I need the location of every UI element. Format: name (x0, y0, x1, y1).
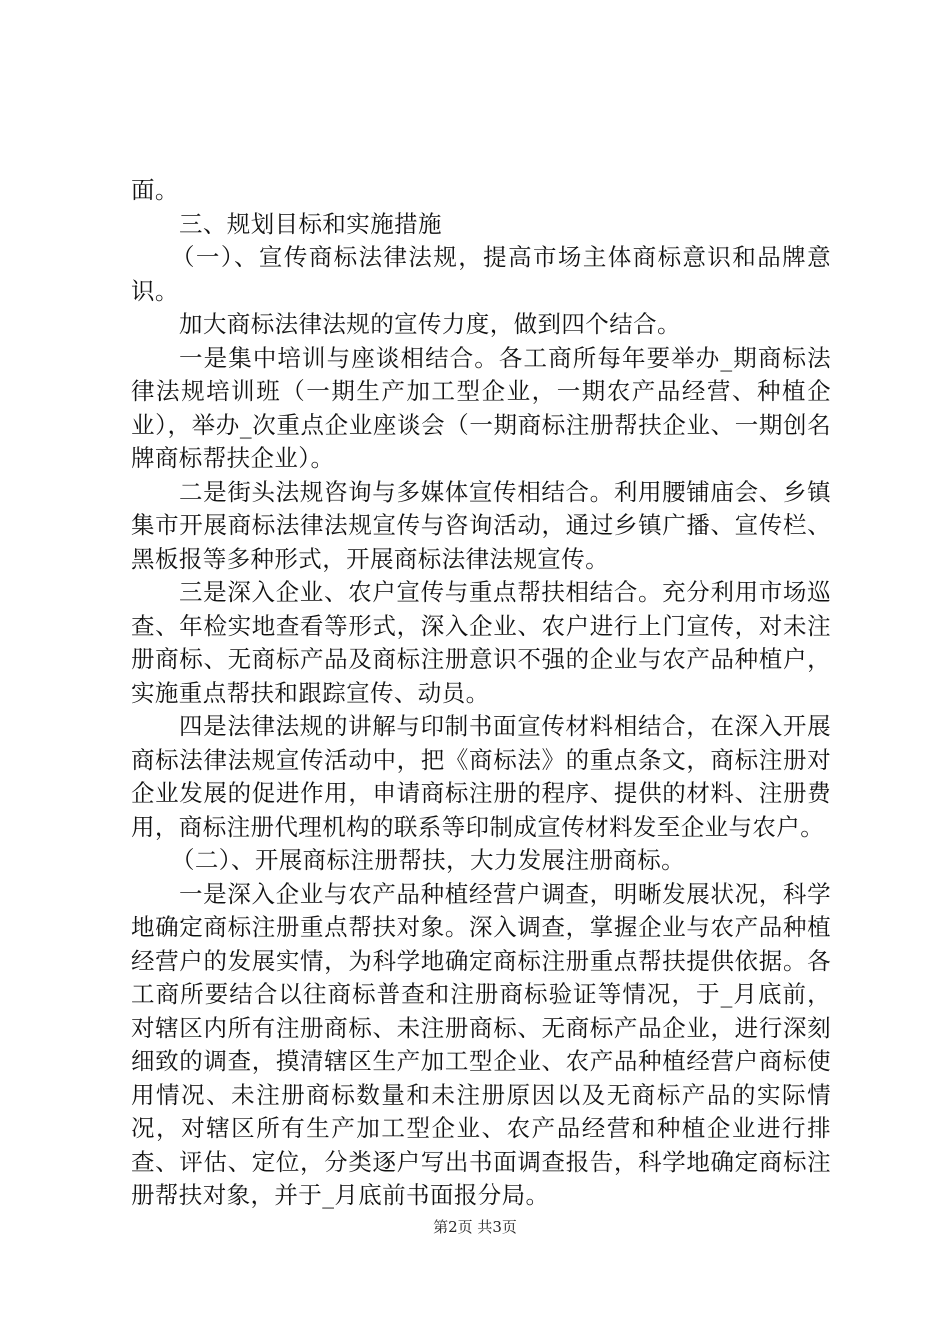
subsection-heading: （二）、开展商标注册帮扶，大力发展注册商标。 (171, 846, 686, 874)
paragraph: 面。 (131, 176, 179, 204)
paragraph: 一是集中培训与座谈相结合。各工商所每年要举办_期商标法律法规培训班（一期生产加工型企业，一期农产品经营、种植企业），举办_次重点企业座谈会（一期商标注册帮扶企业、一期创名牌商标帮扶企业）。 (131, 343, 831, 472)
paragraph: 加大商标法律法规的宣传力度，做到四个结合。 (179, 310, 681, 338)
subsection-heading: （一）、宣传商标法律法规，提高市场主体商标意识和品牌意识。 (131, 243, 831, 305)
page-footer: 第2页 共3页 (433, 1218, 517, 1236)
paragraph: 一是深入企业与农产品种植经营户调查，明晰发展状况，科学地确定商标注册重点帮扶对象。深入调查，掌握企业与农产品种植经营户的发展实情，为科学地确定商标注册重点帮扶提供依据。各工商所要结合以往商标普查和注册商标验证等情况，于_月底前，对辖区内所有注册商标、未注册商标、无商标产品企业，进行深刻细致的调查，摸清辖区生产加工型企业、农产品种植经营户商标使用情况、未注册商标数量和未注册原因以及无商标产品的实际情况，对辖区所有生产加工型企业、农产品经营和种植企业进行排查、评估、定位，分类逐户写出书面调查报告，科学地确定商标注册帮扶对象，并于_月底前书面报分局。 (131, 879, 831, 1209)
paragraph: 二是街头法规咨询与多媒体宣传相结合。利用腰铺庙会、乡镇集市开展商标法律法规宣传与咨询活动，通过乡镇广播、宣传栏、黑板报等多种形式，开展商标法律法规宣传。 (131, 477, 831, 573)
document-body (131, 174, 831, 1213)
paragraph: 三是深入企业、农户宣传与重点帮扶相结合。充分利用市场巡查、年检实地查看等形式，深入企业、农户进行上门宣传，对未注册商标、无商标产品及商标注册意识不强的企业与农产品种植户，实施重点帮扶和跟踪宣传、动员。 (131, 578, 831, 707)
paragraph: 四是法律法规的讲解与印制书面宣传材料相结合，在深入开展商标法律法规宣传活动中，把《商标法》的重点条文，商标注册对企业发展的促进作用，申请商标注册的程序、提供的材料、注册费用，商标注册代理机构的联系等印制成宣传材料发至企业与农户。 (131, 712, 831, 841)
section-heading: 三、规划目标和实施措施 (179, 209, 442, 238)
